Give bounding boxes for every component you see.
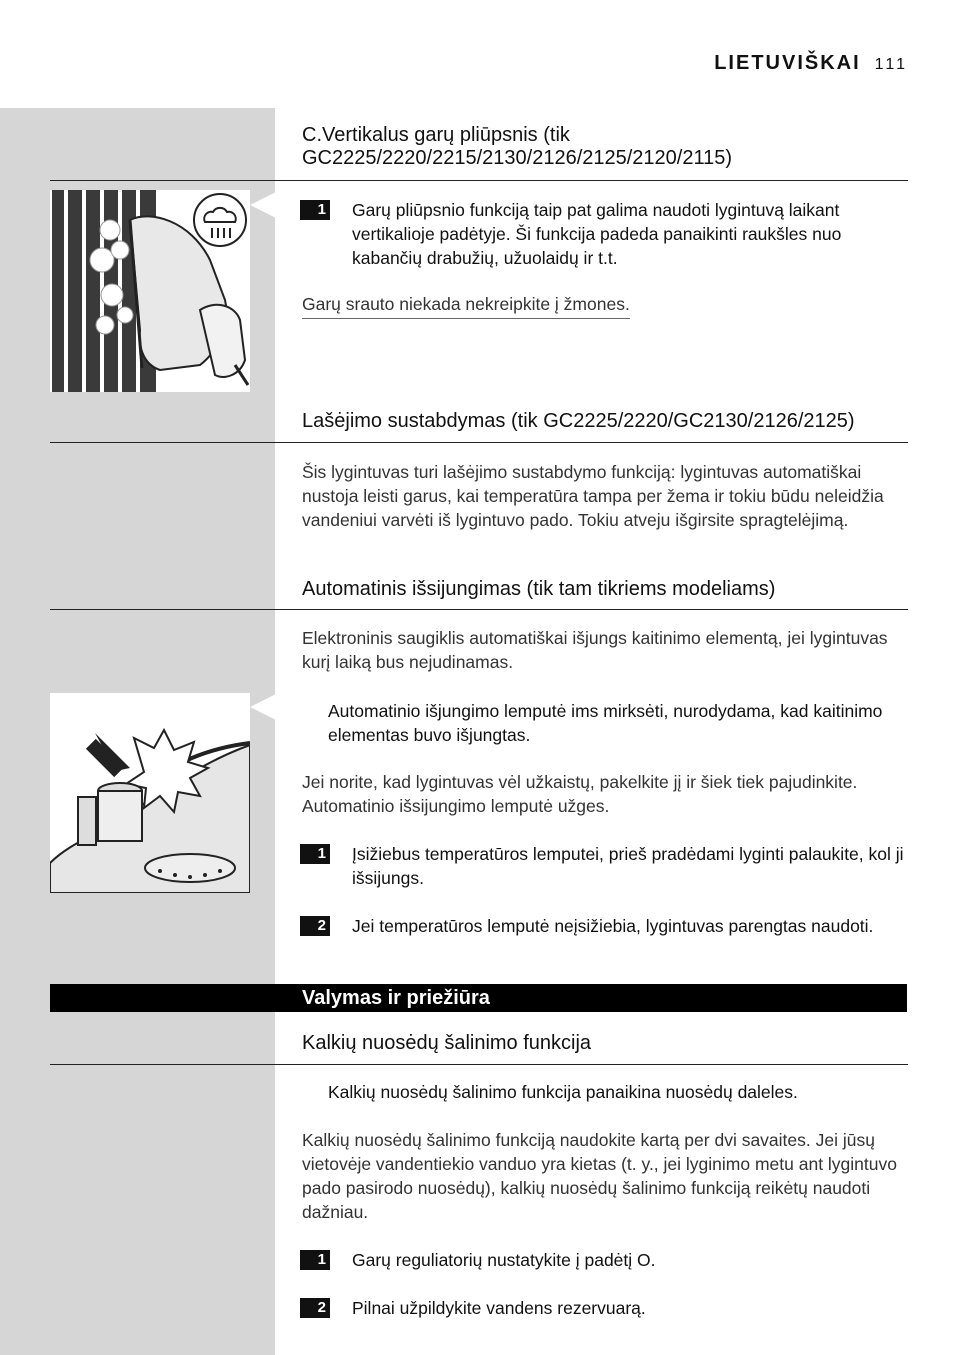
- cleaning-section-bar: [50, 984, 907, 1012]
- auto-off-text-1: Elektroninis saugiklis automatiškai išjungs kaitinimo elementą, jei lygintuvas kurį laiką bus nejudinamas.: [302, 628, 888, 672]
- descaling-text-1: Kalkių nuosėdų šalinimo funkcija panaikina nuosėdų daleles.: [328, 1082, 798, 1102]
- step-number: 2: [300, 1298, 330, 1318]
- steam-warning: Garų srauto niekada nekreipkite į žmones.: [302, 292, 630, 319]
- step-text: Įsižiebus temperatūros lemputei, prieš pradėdami lyginti palaukite, kol ji išsijungs.: [352, 844, 904, 888]
- step-text: Garų pliūpsnio funkciją taip pat galima naudoti lygintuvą laikant vertikalioje padėtyje. Ši funkcija padeda panaikinti raukšles nuo kabančių drabužių, užuolaidų ir t.t.: [352, 200, 842, 268]
- drip-stop-text: Šis lygintuvas turi lašėjimo sustabdymo funkciją: lygintuvas automatiškai nustoja leisti garus, kai temperatūra tampa per žema ir tokiu būdu neleidžia vandeniui varvėti iš lygintuvo pado. Tokiu atveju išgirsite spragtelėjimą.: [302, 462, 884, 530]
- descaling-text-2: Kalkių nuosėdų šalinimo funkciją naudokite kartą per dvi savaites. Jei jūsų vietovėje vandentiekio vanduo yra kietas (t. y., jei lyginimo metu ant lygintuvo pado pasirodo nuosėdų), kalkių nuosėdų šalinimo funkciją reikėtų naudoti dažniau.: [302, 1130, 897, 1222]
- section-divider: [50, 180, 908, 181]
- section-divider: [50, 1064, 908, 1065]
- cleaning-section-title: Valymas ir priežiūra: [302, 987, 490, 1009]
- step-number: 1: [300, 200, 330, 220]
- page-number: 111: [874, 56, 908, 73]
- language-label: LIETUVIŠKAI: [714, 52, 861, 74]
- auto-off-text-2: Automatinio išjungimo lemputė ims mirksėti, nurodydama, kad kaitinimo elementas buvo išjungtas.: [328, 701, 883, 745]
- auto-off-text-3: Jei norite, kad lygintuvas vėl užkaistų, pakelkite jį ir šiek tiek pajudinkite. Automatinio išsijungimo lemputė užges.: [302, 772, 858, 816]
- auto-off-illustration: [50, 693, 250, 893]
- auto-off-title: Automatinis išsijungimas (tik tam tikriems modeliams): [302, 578, 776, 600]
- step-text: Jei temperatūros lemputė neįsižiebia, lygintuvas parengtas naudoti.: [352, 916, 874, 936]
- section-divider: [50, 442, 908, 443]
- drip-stop-title: Lašėjimo sustabdymas (tik GC2225/2220/GC2130/2126/2125): [302, 410, 855, 432]
- vertical-steam-title-line2: GC2225/2220/2215/2130/2126/2125/2120/2115): [302, 147, 733, 169]
- descaling-title: Kalkių nuosėdų šalinimo funkcija: [302, 1032, 592, 1054]
- figure-pointer: [250, 694, 276, 720]
- vertical-steam-illustration: [50, 190, 250, 392]
- step-number: 1: [300, 1250, 330, 1270]
- section-divider: [50, 609, 908, 610]
- step-text: Garų reguliatorių nustatykite į padėtį O.: [352, 1250, 656, 1270]
- vertical-steam-title-line1: C.Vertikalus garų pliūpsnis (tik: [302, 124, 570, 146]
- step-number: 1: [300, 844, 330, 864]
- step-number: 2: [300, 916, 330, 936]
- figure-pointer: [250, 192, 276, 218]
- step-text: Pilnai užpildykite vandens rezervuarą.: [352, 1298, 646, 1318]
- vertical-steam-title: [302, 124, 912, 170]
- page-header: [714, 52, 908, 75]
